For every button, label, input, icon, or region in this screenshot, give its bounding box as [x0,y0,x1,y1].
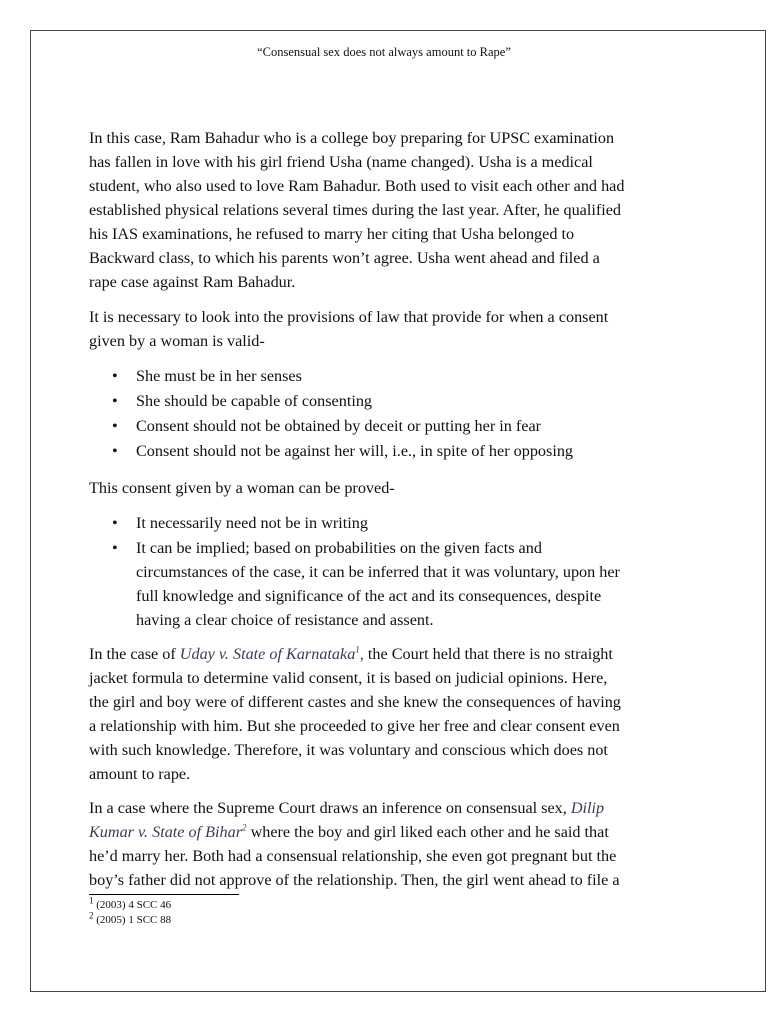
paragraph-line: It is necessary to look into the provisions of law that provide for when a consent [89,308,609,326]
paragraph-consent-proof [89,476,689,500]
footnote-ref: 2 [242,822,247,833]
bullet-icon: • [112,539,118,557]
case-citation: Dilip [570,799,605,817]
paragraph-line: jacket formula to determine valid consent, it is based on judicial opinions. Here, [89,669,608,687]
paragraph-consent-provisions [89,305,689,353]
case-citation: Kumar v. State of Bihar [89,823,243,841]
paragraph-line: In a case where the Supreme Court draws an inference on consensual sex, Dilip [89,799,605,817]
paragraph-line: with such knowledge. Therefore, it was voluntary and conscious which does not [89,741,608,759]
paragraph-line: This consent given by a woman can be proved- [89,479,395,497]
bullet-icon: • [112,514,118,532]
bullet-icon: • [112,442,118,460]
paragraph-line: student, who also used to love Ram Bahadur. Both used to visit each other and had [89,177,625,195]
paragraph-line: established physical relations several times during the last year. After, he qualified [89,201,622,219]
paragraph-line: rape case against Ram Bahadur. [89,273,296,291]
bullet-icon: • [112,417,118,435]
footnote-divider [89,894,239,895]
paragraph-line: Kumar v. State of Bihar$^2$ where the boy and girl liked each other and he said that [89,822,609,841]
paragraph-line: amount to rape. [89,765,191,783]
paragraph-line: Backward class, to which his parents won’t agree. Usha went ahead and filed a [89,249,600,267]
paragraph-line: his IAS examinations, he refused to marry her citing that Usha belonged to [89,225,575,243]
bullet-icon: • [112,367,118,385]
paragraph-line: In the case of Uday v. State of Karnataka$^1$, the Court held that there is no straight [89,644,613,663]
paragraph-uday-case [89,642,689,786]
paragraph-line: a relationship with him. But she proceeded to give her free and clear consent even [89,717,620,735]
bullet-icon: • [112,392,118,410]
document-header: “Consensual sex does not always amount to Rape” [257,45,511,59]
paragraph-line: has fallen in love with his girl friend Usha (name changed). Usha is a medical [89,153,593,171]
case-citation: Uday v. State of Karnataka [179,645,356,663]
paragraph-line: given by a woman is valid- [89,332,265,350]
paragraph-line: the girl and boy were of different castes and she knew the consequences of having [89,693,621,711]
footnote: $^1$ (2003) 4 SCC 46 [89,895,172,911]
paragraph-line: he’d marry her. Both had a consensual relationship, she even got pregnant but the [89,847,617,865]
footnote-ref: 1 [355,644,360,655]
paragraph-line: In this case, Ram Bahadur who is a college boy preparing for UPSC examination [89,129,615,147]
paragraph-line: boy’s father did not approve of the relationship. Then, the girl went ahead to file a [89,871,620,889]
footnote: $^2$ (2005) 1 SCC 88 [89,910,172,926]
paragraph-intro [89,126,689,294]
paragraph-dilip-case [89,796,689,892]
